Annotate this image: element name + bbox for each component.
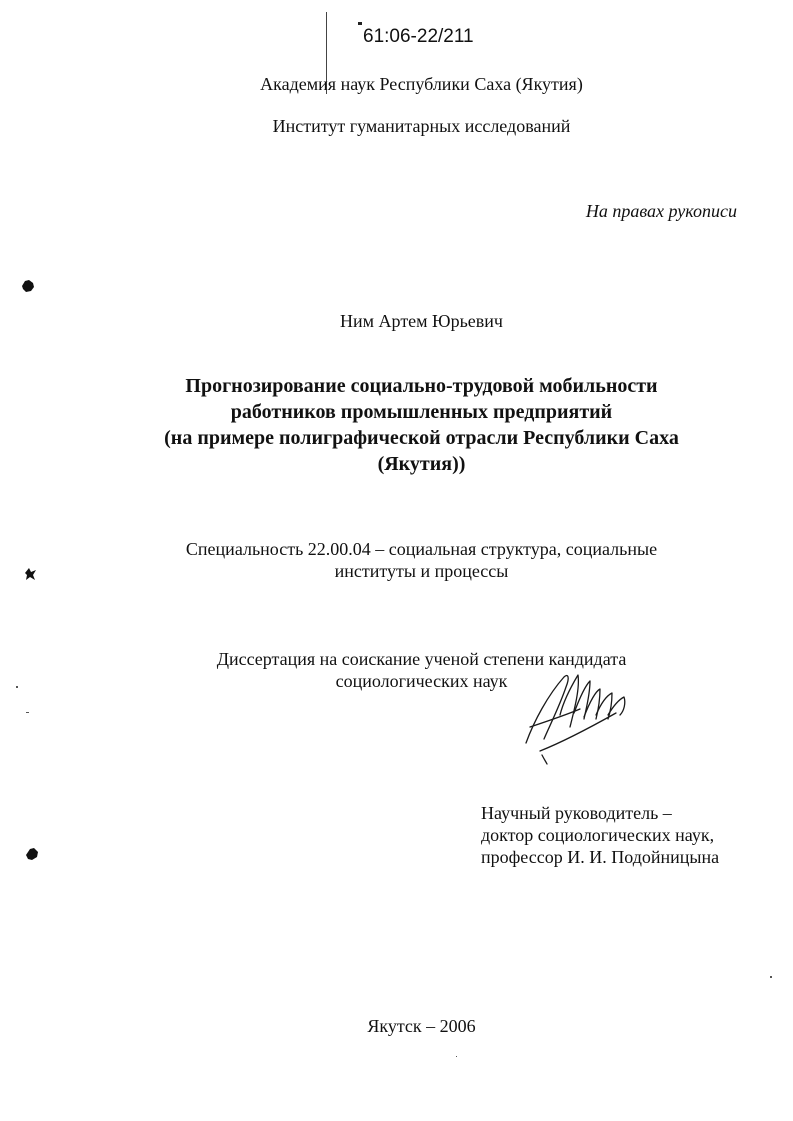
degree-line: социологических наук — [335, 671, 508, 691]
signature-image — [520, 655, 635, 765]
title-line: Прогнозирование социально-трудовой мобильности — [185, 375, 658, 397]
academy-name: Академия наук Республики Саха (Якутия) — [260, 74, 583, 94]
title-line: (Якутия)) — [377, 453, 466, 475]
scan-mark — [358, 22, 362, 25]
author-name: Ним Артем Юрьевич — [340, 311, 503, 331]
specialty-line: Специальность 22.00.04 – социальная структура, социальные — [185, 539, 658, 559]
punch-hole-blot — [20, 278, 36, 294]
scan-speck — [26, 712, 29, 713]
title-line: работников промышленных предприятий — [230, 401, 613, 423]
place-year: Якутск – 2006 — [367, 1016, 476, 1036]
punch-hole-blot — [24, 846, 40, 862]
dissertation-title — [120, 373, 723, 477]
scan-speck — [16, 686, 18, 688]
scan-speck — [456, 1056, 457, 1057]
advisor-line: профессор И. И. Подойницына — [481, 847, 720, 867]
manuscript-rights-note: На правах рукописи — [585, 201, 737, 221]
scan-speck — [770, 976, 772, 978]
specialty-block — [150, 538, 693, 582]
advisor-line: доктор социологических наук, — [481, 825, 715, 845]
title-line: (на примере полиграфической отрасли Республики Саха — [164, 427, 679, 449]
punch-hole-blot — [22, 566, 38, 582]
advisor-line: Научный руководитель – — [481, 803, 672, 823]
specialty-line: институты и процессы — [334, 561, 509, 581]
archive-code: 61:06-22/211 — [363, 26, 474, 47]
institute-name: Институт гуманитарных исследований — [272, 116, 571, 136]
degree-line: Диссертация на соискание ученой степени кандидата — [216, 649, 627, 669]
advisor-block — [481, 802, 719, 868]
